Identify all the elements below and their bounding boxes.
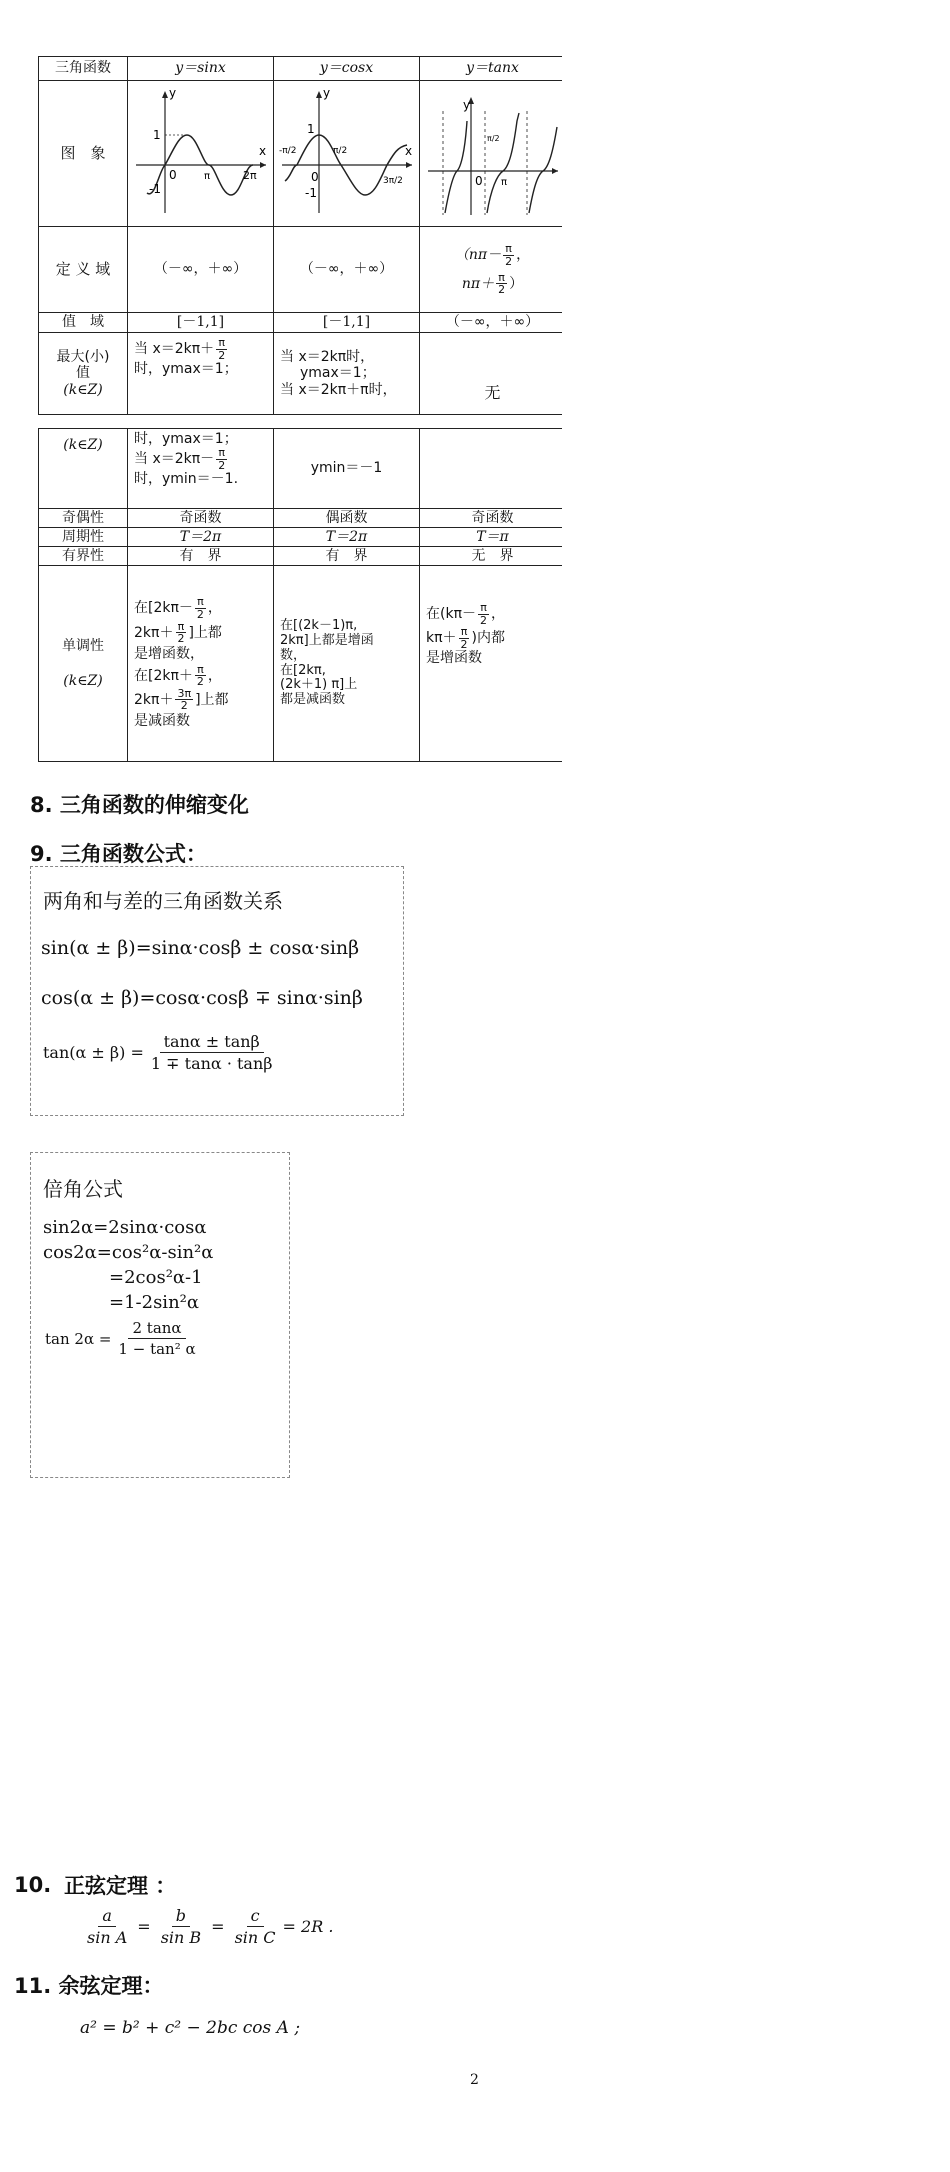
section-11-heading: 11. 余弦定理：	[14, 1974, 164, 1998]
extreme-row	[39, 333, 586, 415]
bounded-label: 有界性	[39, 547, 128, 566]
extreme2-label: (k∈Z)	[39, 429, 128, 509]
section-8-heading: 8. 三角函数的伸缩变化	[30, 793, 249, 817]
cos-graph	[277, 81, 417, 221]
range-row	[39, 313, 586, 333]
mono-sin-l6: 是减函数	[134, 712, 190, 729]
mono-label-2: (k∈Z)	[63, 672, 103, 689]
page-number: 2	[470, 2072, 479, 2088]
cos-neg-one-label: -1	[304, 186, 317, 201]
extreme-cos-l3: 当 x＝2kπ＋π时，	[280, 381, 397, 398]
box1-tan-num: tanα ± tanβ	[160, 1032, 264, 1053]
graph-label: 图 象	[39, 81, 128, 227]
domain-tan-l1-pre: （nπ－	[454, 247, 502, 264]
tan-branch-1	[445, 121, 467, 213]
mono-cos-l6: 都是减函数	[280, 692, 346, 708]
sines-rhs: = 2R .	[282, 1917, 334, 1937]
tan-half-pi-label: π/2	[486, 134, 500, 144]
extreme2-sin	[128, 429, 274, 509]
trig-properties-table	[38, 56, 586, 762]
tan-graph	[423, 81, 563, 221]
box1-title: 两角和与差的三角函数关系	[43, 889, 283, 913]
period-label: 周期性	[39, 528, 128, 547]
range-label: 值 域	[39, 313, 128, 333]
tan-graph-cell	[420, 81, 566, 227]
mono-tan-f2-num: π	[460, 625, 468, 639]
header-sin: y＝sinx	[128, 57, 274, 81]
table-header-row	[39, 57, 586, 81]
mono-cos-l2: 2kπ]上都是增函	[280, 632, 374, 648]
box2-tan-lhs: tan 2α =	[45, 1329, 112, 1348]
box2-tan2a	[45, 1319, 203, 1358]
box2-cos2a-alt1: =2cos²α-1	[109, 1267, 203, 1288]
tan-branch-2	[487, 113, 519, 213]
sin-pi-label: π	[203, 171, 210, 183]
extreme-cos-l1: 当 x＝2kπ时，	[280, 349, 375, 366]
box1-cos-formula: cos(α ± β)=cosα·cosβ ∓ sinα·sinβ	[41, 987, 363, 1009]
extreme-sin-l1-pre: 当 x＝2kπ＋	[134, 341, 215, 358]
section-10-heading: 正弦定理 ：	[64, 1874, 177, 1898]
period-row	[39, 528, 586, 547]
mono-tan-l2-pre: kπ＋	[426, 630, 457, 647]
domain-tan-frac2-den: 2	[498, 283, 506, 297]
graph-row	[39, 81, 586, 227]
domain-tan	[420, 227, 566, 313]
sin-two-pi-label: 2π	[242, 169, 257, 183]
cos-one-label: 1	[306, 122, 315, 137]
box1-tan-lhs: tan(α ± β) =	[43, 1043, 144, 1063]
mono-cos	[274, 566, 420, 762]
mono-sin-l1-pre: 在[2kπ－	[134, 600, 193, 617]
bounded-sin: 有 界	[128, 547, 274, 566]
sines-b: b	[172, 1906, 190, 1927]
mono-sin-l2-post: ]上都	[188, 624, 222, 641]
law-of-cosines-formula: a² = b² + c² − 2bc cos A ;	[80, 2018, 301, 2038]
parity-row	[39, 509, 586, 528]
sin-zero-label: 0	[168, 168, 177, 183]
section-9-heading: 9. 三角函数公式：	[30, 842, 207, 866]
domain-tan-frac1-den: 2	[505, 254, 513, 268]
crop-mask	[562, 40, 950, 780]
box2-sin2a: sin2α=2sinα·cosα	[43, 1217, 207, 1238]
mono-tan-l3: 是增函数	[426, 650, 482, 667]
mono-label-1: 单调性	[62, 638, 104, 655]
extreme2-sin-frac-num: π	[218, 446, 225, 460]
bounded-tan: 无 界	[420, 547, 566, 566]
mono-cos-l4: 在[2kπ,	[280, 662, 326, 678]
parity-label: 奇偶性	[39, 509, 128, 528]
cos-zero-label: 0	[310, 170, 319, 185]
extreme-sin-frac-den: 2	[218, 348, 226, 362]
domain-tan-l2-pre: nπ＋	[461, 275, 495, 292]
section-10-number: 10.	[14, 1873, 52, 1897]
sines-a: a	[98, 1906, 116, 1927]
box2-title: 倍角公式	[43, 1177, 123, 1201]
extreme2-sin-l3: 时，ymin＝－1.	[134, 471, 239, 488]
extreme-label	[39, 333, 128, 415]
mono-sin-l5-pre: 2kπ＋	[134, 691, 174, 708]
domain-sin: （－∞，＋∞）	[128, 227, 274, 313]
sum-difference-formula-box	[30, 866, 404, 1116]
tan-zero-label: 0	[474, 174, 483, 189]
domain-label: 定 义 域	[39, 227, 128, 313]
sines-sinB: sin B	[160, 1928, 202, 1948]
tan-pi-label: π	[500, 177, 507, 189]
sines-sinC: sin C	[234, 1928, 276, 1948]
extreme-label-3: (k∈Z)	[63, 381, 103, 398]
mono-sin-l4-pre: 在[2kπ＋	[134, 667, 193, 684]
sin-graph	[131, 81, 271, 221]
mono-sin-f1-den: 2	[196, 607, 204, 621]
extreme2-sin-l2-pre: 当 x＝2kπ－	[134, 451, 215, 468]
header-cos: y＝cosx	[274, 57, 420, 81]
mono-sin-f4-den: 2	[180, 699, 188, 713]
cos-three-half-pi-label: 3π/2	[382, 176, 403, 187]
mono-sin-f2-num: π	[177, 619, 185, 633]
cos-y-label: y	[322, 86, 330, 101]
sin-neg-one-label: -1	[148, 182, 161, 197]
box2-tan-num: 2 tanα	[128, 1319, 185, 1339]
mono-tan-f1-den: 2	[480, 613, 487, 627]
mono-tan-l1-post: ，	[491, 606, 505, 623]
header-tan: y＝tanx	[420, 57, 566, 81]
mono-sin-f3-den: 2	[196, 675, 204, 689]
extreme-label-2: 值	[76, 365, 90, 382]
mono-tan-f2-den: 2	[460, 637, 468, 651]
mono-cos-l1: 在[(2k－1)π,	[280, 617, 358, 633]
mono-tan-l1-pre: 在(kπ－	[426, 606, 476, 623]
cos-graph-cell	[274, 81, 420, 227]
domain-tan-frac1-num: π	[505, 242, 512, 256]
double-angle-formula-box	[30, 1152, 290, 1478]
range-tan: （－∞，＋∞）	[420, 313, 566, 333]
extreme2-sin-frac-den: 2	[218, 458, 226, 472]
bounded-cos: 有 界	[274, 547, 420, 566]
mono-cos-l5: (2k＋1) π]上	[280, 677, 358, 693]
law-of-sines-formula: $\frac{a}{\text{sin A}}$ = $\frac{b}{\text{sin B}}$ = $\frac{c}{\text{sin C}}$ = 2R .	[80, 1906, 333, 1947]
mono-sin-l1-post: ，	[207, 600, 222, 617]
cos-neg-half-pi-label: -π/2	[278, 146, 296, 157]
mono-sin-f2-den: 2	[177, 632, 185, 646]
bounded-row	[39, 547, 586, 566]
extreme-row-continued	[39, 429, 586, 509]
cos-half-pi-label: π/2	[332, 146, 347, 157]
period-sin: T＝2π	[128, 528, 274, 547]
mono-cos-l3: 数，	[280, 647, 307, 663]
domain-tan-l1-post: ，	[516, 247, 531, 264]
mono-sin-l3: 是增函数，	[134, 645, 204, 662]
extreme-sin-l2: 时，ymax＝1；	[134, 361, 238, 378]
cos-x-label: x	[404, 144, 412, 159]
domain-tan-frac2-num: π	[498, 270, 505, 284]
extreme-cos	[274, 333, 420, 415]
extreme-sin	[128, 333, 274, 415]
sin-y-label: y	[168, 86, 176, 101]
mono-sin-f1-num: π	[197, 595, 204, 609]
box2-cos2a-alt2: =1-2sin²α	[109, 1292, 200, 1313]
box1-tan-den: 1 ∓ tanα · tanβ	[150, 1054, 273, 1074]
page-break-gap	[39, 415, 586, 429]
mono-sin-f4-num: 3π	[177, 686, 192, 700]
mono-tan-f1-num: π	[480, 601, 487, 614]
sin-graph-cell	[128, 81, 274, 227]
domain-row	[39, 227, 586, 313]
domain-tan-l2-post: ）	[509, 275, 524, 292]
box2-tan-den: 1 − tan² α	[118, 1340, 196, 1358]
box1-tan-formula	[43, 1032, 280, 1073]
extreme-cos-l2: ymax＝1；	[300, 365, 376, 382]
mono-sin-l5-post: ]上都	[195, 691, 229, 708]
extreme-label-1: 最大(小)	[56, 349, 110, 366]
parity-cos: 偶函数	[274, 509, 420, 528]
mono-tan	[420, 566, 566, 762]
period-tan: T＝π	[420, 528, 566, 547]
extreme2-sin-l1: 时，ymax＝1；	[134, 431, 238, 447]
mono-tan-l2-post: )内都	[471, 630, 506, 647]
header-label: 三角函数	[39, 57, 128, 81]
tan-y-label: y	[462, 98, 470, 113]
parity-tan: 奇函数	[420, 509, 566, 528]
mono-sin-l4-post: ，	[207, 667, 222, 684]
sin-one-label: 1	[152, 128, 161, 143]
range-cos: [－1,1]	[274, 313, 420, 333]
mono-sin-l2-pre: 2kπ＋	[134, 624, 174, 641]
extreme-sin-frac-num: π	[218, 336, 225, 349]
range-sin: [－1,1]	[128, 313, 274, 333]
domain-cos: （－∞，＋∞）	[274, 227, 420, 313]
box1-sin-formula: sin(α ± β)=sinα·cosβ ± cosα·sinβ	[41, 937, 360, 959]
mono-sin-f3-num: π	[197, 662, 204, 676]
extreme2-cos: ymin＝－1	[274, 429, 420, 509]
mono-sin	[128, 566, 274, 762]
mono-label	[39, 566, 128, 762]
period-cos: T＝2π	[274, 528, 420, 547]
parity-sin: 奇函数	[128, 509, 274, 528]
sines-c: c	[247, 1906, 264, 1927]
sines-sinA: sin A	[87, 1928, 128, 1948]
box2-cos2a: cos2α=cos²α-sin²α	[43, 1242, 214, 1263]
sin-x-label: x	[258, 144, 266, 159]
monotonicity-row	[39, 566, 586, 762]
extreme-tan: 无	[420, 333, 566, 415]
